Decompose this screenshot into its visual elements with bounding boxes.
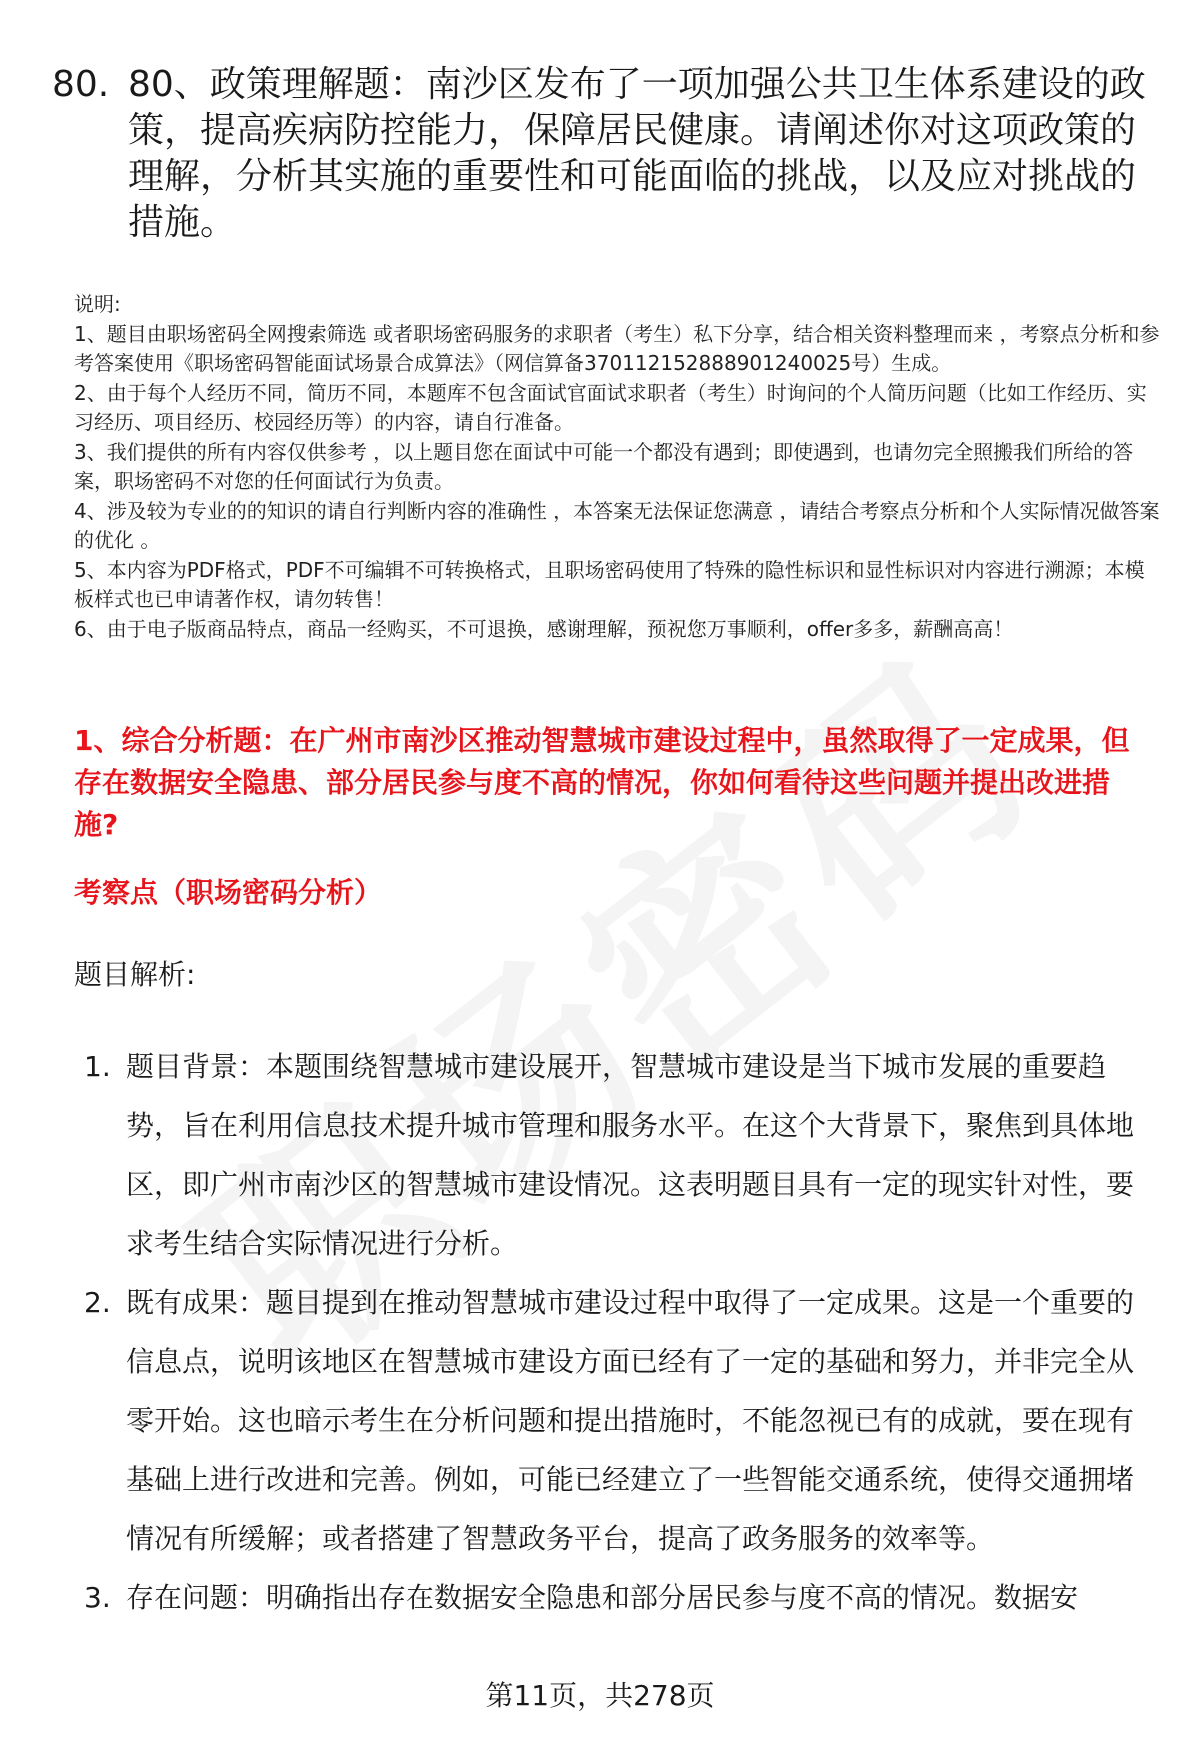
note-item: 3、我们提供的所有内容仅供参考 ，以上题目您在面试中可能一个都没有遇到；即使遇到，也请勿完全照搬我们所给的答案，职场密码不对您的任何面试行为负责。 [74, 439, 1134, 493]
analysis-item-text: 题目背景：本题围绕智慧城市建设展开，智慧城市建设是当下城市发展的重要趋势，旨在利用信息技术提升城市管理和服务水平。在这个大背景下，聚焦到具体地区，即广州市南沙区的智慧城市建设情况。这表明题目具有一定的现实针对性，要求考生结合实际情况进行分析。 [126, 1050, 1135, 1260]
notes-section [74, 290, 1164, 644]
analysis-item [74, 1037, 1154, 1273]
analysis-item [74, 1273, 1154, 1568]
analysis-item-index: 1. [84, 1050, 111, 1083]
question-header [52, 62, 1152, 246]
analysis-list [74, 1037, 1154, 1627]
analysis-item [74, 1568, 1154, 1627]
page-footer: 第11页，共278页 [485, 1679, 715, 1712]
note-item: 2、由于每个人经历不同，简历不同，本题库不包含面试官面试求职者（考生）时询问的个人简历问题（比如工作经历、实习经历、项目经历、校园经历等）的内容，请自行准备。 [74, 380, 1147, 434]
exam-point-heading: 考察点（职场密码分析） [74, 876, 383, 909]
interview-question: 1、综合分析题：在广州市南沙区推动智慧城市建设过程中，虽然取得了一定成果，但存在数据安全隐患、部分居民参与度不高的情况，你如何看待这些问题并提出改进措施? [74, 724, 1130, 841]
notes-title: 说明: [74, 292, 121, 316]
question-number: 80. [52, 64, 110, 105]
note-item: 1、题目由职场密码全网搜索筛选 或者职场密码服务的求职者（考生）私下分享，结合相关资料整理而来 ，考察点分析和参考答案使用《职场密码智能面试场景合成算法》（网信算备370112152888901240025号）生成。 [74, 321, 1160, 375]
analysis-label: 题目解析: [74, 958, 196, 991]
question-text: 80、政策理解题：南沙区发布了一项加强公共卫生体系建设的政策，提高疾病防控能力，保障居民健康。请阐述你对这项政策的理解，分析其实施的重要性和可能面临的挑战，以及应对挑战的措施。 [128, 64, 1146, 243]
note-item: 6、由于电子版商品特点，商品一经购买，不可退换，感谢理解，预祝您万事顺利，offer多多，薪酬高高！ [74, 616, 1014, 641]
analysis-item-index: 3. [84, 1581, 111, 1614]
analysis-item-text: 既有成果：题目提到在推动智慧城市建设过程中取得了一定成果。这是一个重要的信息点，说明该地区在智慧城市建设方面已经有了一定的基础和努力，并非完全从零开始。这也暗示考生在分析问题和提出措施时，不能忽视已有的成就，要在现有基础上进行改进和完善。例如，可能已经建立了一些智能交通系统，使得交通拥堵情况有所缓解；或者搭建了智慧政务平台，提高了政务服务的效率等。 [126, 1286, 1135, 1555]
note-item: 4、涉及较为专业的的知识的请自行判断内容的准确性 ，本答案无法保证您满意 ，请结合考察点分析和个人实际情况做答案的优化 。 [74, 498, 1160, 552]
note-item: 5、本内容为PDF格式，PDF不可编辑不可转换格式，且职场密码使用了特殊的隐性标识和显性标识对内容进行溯源；本模板样式也已申请著作权，请勿转售！ [74, 557, 1145, 611]
analysis-item-index: 2. [84, 1286, 111, 1319]
analysis-item-text: 存在问题：明确指出存在数据安全隐患和部分居民参与度不高的情况。数据安 [126, 1581, 1079, 1614]
